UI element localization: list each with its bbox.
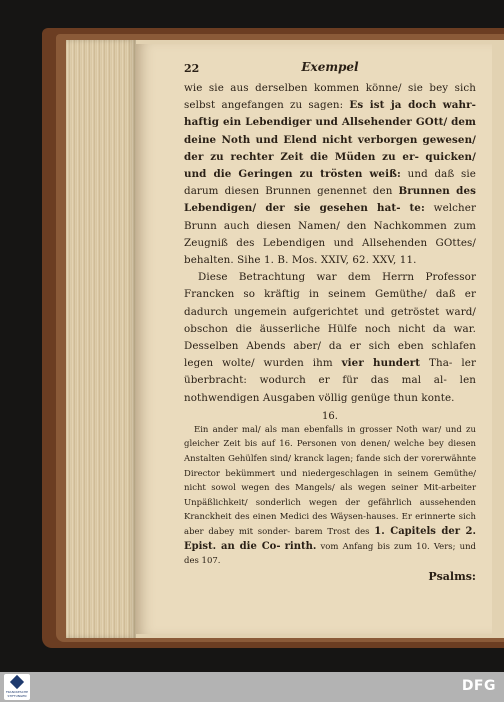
text-line: bey diesen Anstalten Gehülfen sind/ kranck lagen; fande sich: [184, 439, 477, 465]
text-line-emphasis: dem deine Noth und Elend nicht verborgen: [184, 116, 477, 146]
text-line-emphasis: vier hundert: [341, 357, 421, 370]
text-line: XXIV, 62. XXV, 11.: [320, 254, 417, 267]
text-line: und daß sie darum diesen Brunnen genennet den: [184, 168, 477, 198]
text-line: Nachkommen zum Zeugniß des Lebendigen und: [184, 219, 476, 249]
logo-text: FRANCKESCHE STIFTUNGEN: [5, 690, 29, 698]
page-header: [184, 60, 476, 80]
text-line: ler überbracht: wodurch er für das mal al-: [184, 357, 476, 387]
dfg-logo[interactable]: DFG: [461, 678, 496, 694]
main-paragraph: [184, 80, 476, 269]
text-line: vom Anfang bis zum 10. Vers; und des 107.: [184, 541, 476, 567]
text-line: obschon die äusserliche Hülfe noch nicht da war.: [184, 322, 476, 335]
catchword: Psalms:: [428, 569, 476, 583]
text-line: barem Trost des: [294, 527, 375, 538]
text-line: len nothwendigen Ausgaben völlig genüge thun: [184, 374, 476, 404]
text-line: Ein ander mal/ als man ebenfalls in grosser Noth war/: [194, 424, 442, 435]
section-number: 16.: [322, 410, 338, 422]
text-line: Francken so kräftig in seinem Gemüthe/ daß er: [184, 288, 476, 301]
text-line: und zu gleicher Zeit bis auf 16. Personen von denen/ welche: [184, 424, 476, 450]
text-line-emphasis: gewesen/ der zu rechter Zeit die Müden zu er-: [184, 133, 477, 163]
text-column: [184, 60, 476, 585]
text-line: wegen seiner Mit-arbeiter Unpäßlichkeit/ sonderlich wegen: [184, 483, 477, 508]
page-number: 22: [184, 62, 200, 75]
text-line: konte.: [421, 391, 455, 404]
text-line: dadurch ungemein aufgerichtet und getröstet ward/: [184, 305, 476, 318]
text-line: in seinem Gemüthe/ nicht sowol wegen des Mangels/ als: [184, 468, 476, 494]
institution-logo[interactable]: [4, 674, 30, 700]
text-line: der vorerwähnte Director bekümmert und niedergeschlagen: [184, 454, 476, 479]
main-paragraph-2: [184, 269, 476, 407]
text-line: Desselben Abends aber/ da er sich eben schlafen: [184, 340, 476, 353]
text-line: legen wolte/ wurden ihm: [184, 357, 342, 370]
text-line-emphasis: Es ist ja doch wahr-: [349, 99, 476, 112]
text-line-emphasis: haftig ein Lebendiger und Allsehender GOtt/: [184, 116, 448, 129]
text-line: Tha-: [420, 357, 453, 370]
text-line: Diese Betrachtung war dem Herrn Professor: [198, 271, 476, 284]
running-head: Exempel: [301, 60, 359, 74]
text-line-emphasis: 1. Capitels der 2. Epist. an die Co-: [184, 526, 476, 552]
text-line: welcher Brunn auch diesen Namen/ den: [184, 202, 476, 232]
text-line: selbst angefangen zu sagen:: [184, 99, 350, 112]
text-line-emphasis: te:: [409, 202, 425, 215]
text-line: Wäysen-hauses. Er erinnerte sich aber dabey mit sonder-: [184, 512, 476, 538]
text-line-emphasis: rinth.: [284, 540, 317, 552]
text-line-emphasis: Brunnen des Lebendigen/ der sie gesehen hat-: [184, 185, 477, 215]
text-line: wie sie aus derselben kommen könne/ sie bey sich: [184, 82, 476, 94]
text-line-emphasis: quicken/ und die Geringen zu trösten weiß:: [184, 150, 476, 181]
page-edges: [66, 40, 136, 638]
text-line: der gefährlich aussehenden Kranckheit des einen Medici des: [184, 497, 476, 523]
footer-bar: [0, 672, 504, 702]
text-line: Allsehenden GOttes/ behalten. Sihe 1. B. Mos.: [184, 236, 476, 267]
section-paragraph: [184, 423, 476, 569]
logo-mark-icon: [10, 675, 24, 689]
